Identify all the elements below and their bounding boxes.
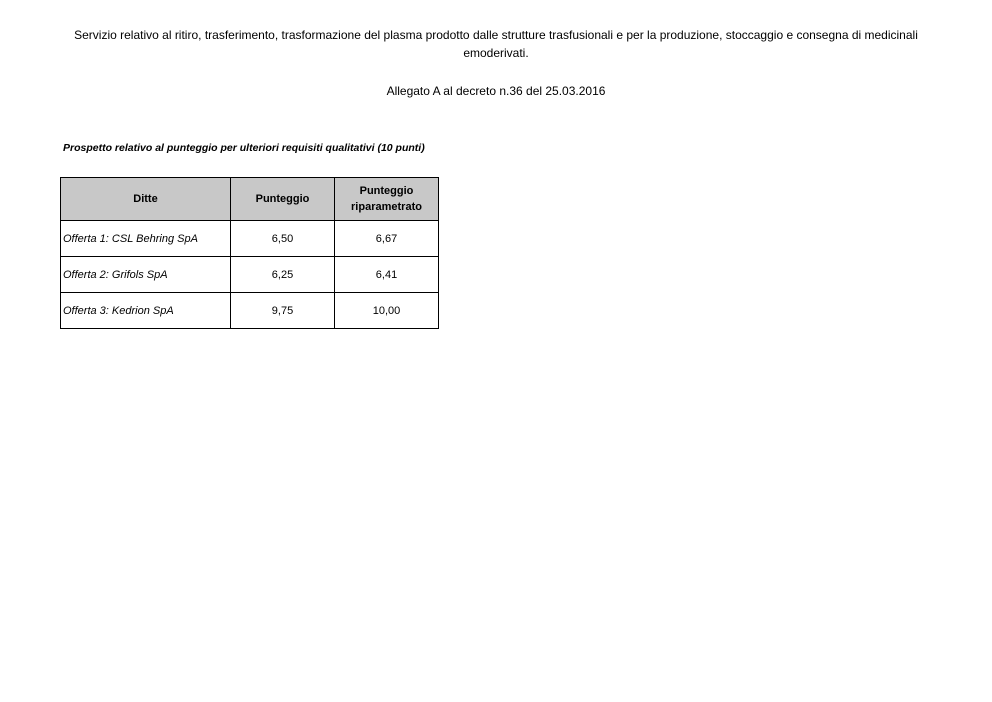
cell-punteggio: 9,75	[231, 293, 335, 329]
column-header-riparametrato: Punteggio riparametrato	[335, 178, 439, 221]
cell-ditta: Offerta 1: CSL Behring SpA	[61, 221, 231, 257]
cell-riparametrato: 6,41	[335, 257, 439, 293]
cell-ditta: Offerta 2: Grifols SpA	[61, 257, 231, 293]
cell-ditta: Offerta 3: Kedrion SpA	[61, 293, 231, 329]
cell-riparametrato: 10,00	[335, 293, 439, 329]
table-row	[61, 257, 439, 293]
scores-table	[60, 177, 439, 329]
document-title: Servizio relativo al ritiro, trasferimento, trasformazione del plasma prodotto dalle strutture trasfusionali e per la produzione, stoccaggio e consegna di medicinali emoderivati.	[74, 28, 918, 60]
table-header-row	[61, 178, 439, 221]
section-title: Prospetto relativo al punteggio per ulteriori requisiti qualitativi (10 punti)	[63, 142, 425, 154]
table-row	[61, 293, 439, 329]
table-row	[61, 221, 439, 257]
column-header-ditte: Ditte	[61, 178, 231, 221]
column-header-punteggio: Punteggio	[231, 178, 335, 221]
cell-punteggio: 6,25	[231, 257, 335, 293]
cell-punteggio: 6,50	[231, 221, 335, 257]
document-subtitle: Allegato A al decreto n.36 del 25.03.2016	[386, 84, 606, 98]
cell-riparametrato: 6,67	[335, 221, 439, 257]
